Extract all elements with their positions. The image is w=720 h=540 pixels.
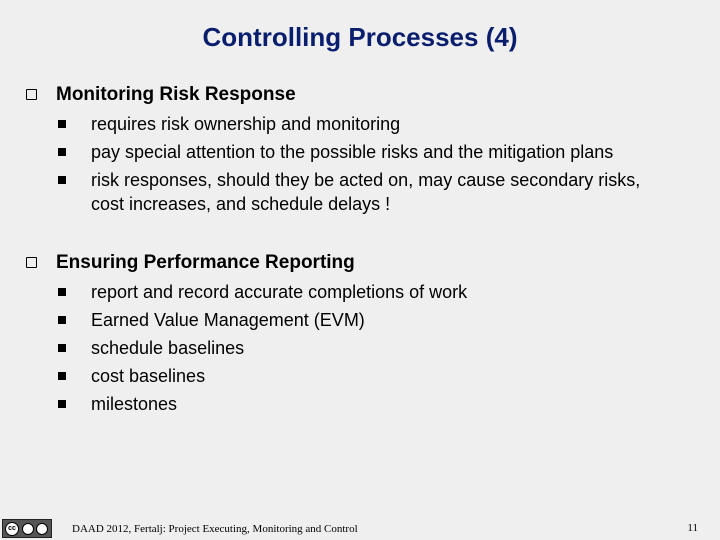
list-item-text: cost baselines bbox=[91, 366, 206, 386]
list-item bbox=[24, 308, 704, 332]
square-bullet-icon bbox=[58, 372, 66, 380]
list-item-text: schedule baselines bbox=[91, 338, 245, 358]
list-item-text: requires risk ownership and monitoring bbox=[91, 114, 401, 134]
cc-by-nc-sa-icon: cc bbox=[2, 519, 52, 538]
page-number: 11 bbox=[687, 522, 698, 534]
square-bullet-icon bbox=[58, 148, 66, 156]
list-item bbox=[24, 336, 704, 360]
section-heading bbox=[24, 250, 704, 276]
slide-title: Controlling Processes (4) bbox=[202, 22, 518, 52]
section-heading-text: Monitoring Risk Response bbox=[56, 84, 296, 105]
slide-footer: DAAD 2012, Fertalj: Project Executing, Monitoring and Control bbox=[72, 523, 358, 535]
list-item bbox=[24, 168, 671, 216]
square-bullet-icon bbox=[58, 120, 66, 128]
section-ensuring-performance-reporting bbox=[24, 250, 704, 416]
section-heading-text: Ensuring Performance Reporting bbox=[56, 252, 355, 273]
checkbox-bullet-icon bbox=[26, 257, 37, 268]
section-monitoring-risk-response bbox=[24, 82, 704, 216]
list-item bbox=[24, 392, 704, 416]
list-item-text: risk responses, should they be acted on, may cause secondary risks, cost increases, and schedule delays ! bbox=[91, 170, 641, 214]
list-item bbox=[24, 364, 704, 388]
square-bullet-icon bbox=[58, 288, 66, 296]
list-item-text: pay special attention to the possible risks and the mitigation plans bbox=[91, 142, 614, 162]
checkbox-bullet-icon bbox=[26, 89, 37, 100]
list-item-text: report and record accurate completions of work bbox=[91, 282, 468, 302]
list-item-text: milestones bbox=[91, 394, 178, 414]
section-heading bbox=[24, 82, 704, 108]
square-bullet-icon bbox=[58, 344, 66, 352]
list-item bbox=[24, 280, 704, 304]
square-bullet-icon bbox=[58, 400, 66, 408]
square-bullet-icon bbox=[58, 316, 66, 324]
square-bullet-icon bbox=[58, 176, 66, 184]
list-item-text: Earned Value Management (EVM) bbox=[91, 310, 365, 330]
list-item bbox=[24, 112, 704, 136]
list-item bbox=[24, 140, 704, 164]
